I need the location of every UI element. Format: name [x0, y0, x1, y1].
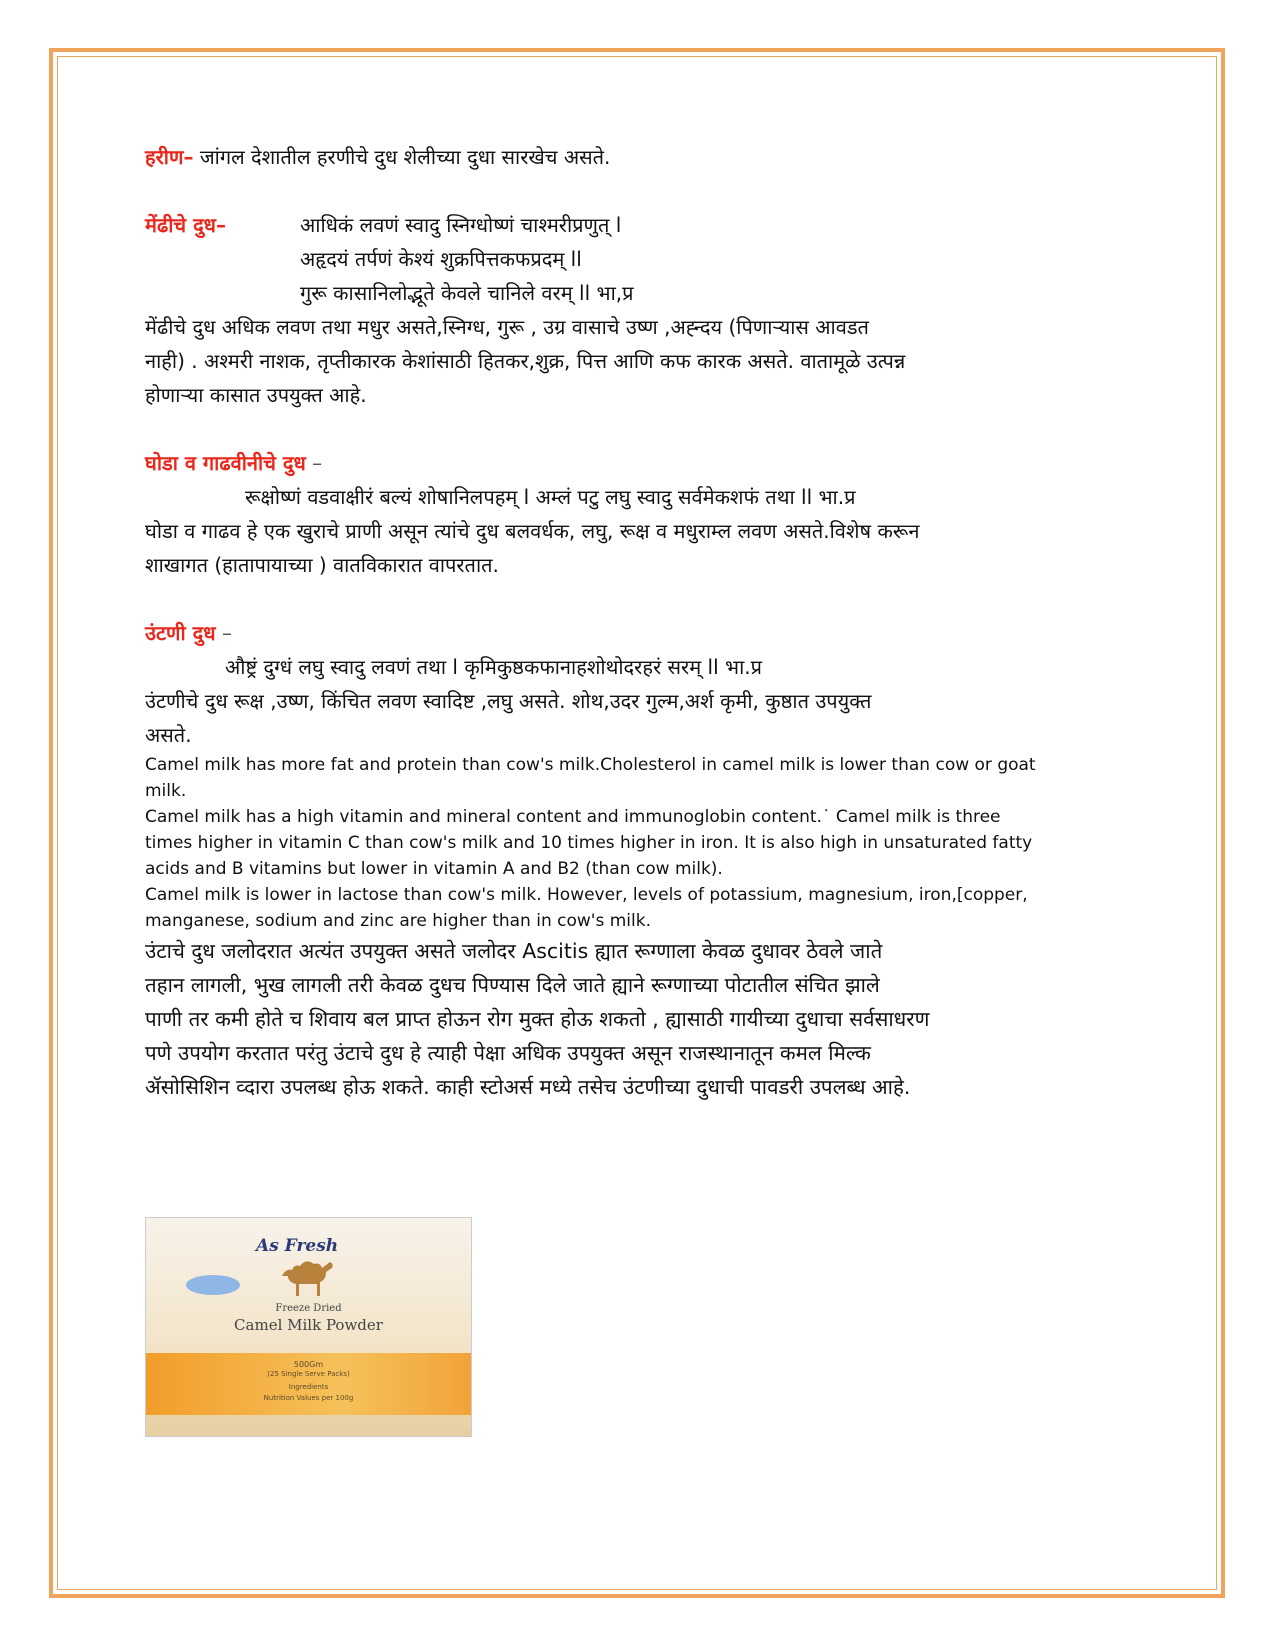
mendhi-heading: मेंढीचे दुध– [145, 213, 226, 237]
product-line1: Freeze Dried [275, 1303, 342, 1314]
closing-line-4: पणे उपयोग करतात परंतु उंटाचे दुध हे त्याही पेक्षा अधिक उपयुक्त असून राजस्थानातून कमल मिल्क [145, 1041, 871, 1065]
product-nutrition: Nutrition Values per 100g [263, 1394, 354, 1402]
untni-text-2: असते. [145, 723, 192, 747]
untni-verse: औष्ट्रं दुग्धं लघु स्वादु लवणं तथा l कृमिकुष्ठकफानाहशोथोदरहरं सरम् ll भा.प्र [225, 655, 762, 679]
harin-heading: हरीण– [145, 145, 194, 169]
camel-icon [274, 1256, 344, 1298]
mendhi-section [145, 208, 1135, 412]
mendhi-verse-2: अहृदयं तर्पणं केश्यं शुक्रपित्तकफप्रदम् ll [300, 247, 582, 271]
product-ingredients: Ingredients [288, 1383, 329, 1391]
mendhi-verse-3: गुरू कासानिलोद्भूते केवले चानिले वरम् ll भा,प्र [300, 281, 634, 305]
ghoda-dash: – [312, 451, 323, 475]
english-line-7: manganese, sodium and zinc are higher than in cow's milk. [145, 911, 651, 931]
mendhi-text-3: होणाऱ्या कासात उपयुक्त आहे. [145, 383, 367, 407]
mendhi-text-1: मेंढीचे दुध अधिक लवण तथा मधुर असते,स्निग्ध, गुरू , उग्र वासाचे उष्ण ,अह्न्दय (पिणाऱ्यास आवडत [145, 315, 869, 339]
ghoda-heading-line [145, 446, 1135, 480]
harin-text: जांगल देशातील हरणीचे दुध शेलीच्या दुधा सारखेच असते. [199, 145, 611, 169]
closing-line-2: तहान लागली, भुख लागली तरी केवळ दुधच पिण्यास दिले जाते ह्याने रूग्णाच्या पोटातील संचित झाले [145, 973, 880, 997]
english-line-1: Camel milk has more fat and protein than cow's milk.Cholesterol in camel milk is lower than cow or goat [145, 755, 1036, 775]
mendhi-text-2: नाही) . अश्मरी नाशक, तृप्तीकारक केशांसाठी हितकर,शुक्र, पित्त आणि कफ कारक असते. वातामूळे उत्पन्न [145, 349, 906, 373]
untni-heading: उंटणी दुध [145, 621, 216, 645]
untni-text-1: उंटणीचे दुध रूक्ष ,उष्ण, किंचित लवण स्वादिष्ट ,लघु असते. शोथ,उदर गुल्म,अर्श कृमी, कुष्ठात उपयुक्त [145, 689, 872, 713]
ghoda-section [145, 446, 1135, 582]
untni-heading-line [145, 616, 1135, 650]
ghoda-verse: रूक्षोष्णं वडवाक्षीरं बल्यं शोषानिलपहम् l अम्लं पटु लघु स्वादु सर्वमेकशफं तथा ll भा.प्र [245, 485, 856, 509]
untni-dash: – [221, 621, 232, 645]
closing-line-3: पाणी तर कमी होते च शिवाय बल प्राप्त होऊन रोग मुक्त होऊ शकतो , ह्यासाठी गायीच्या दुधाचा सर्वसाधरण [145, 1007, 930, 1031]
english-line-5: acids and B vitamins but lower in vitamin A and B2 (than cow milk). [145, 859, 723, 879]
ghoda-text-1: घोडा व गाढव हे एक खुराचे प्राणी असून त्यांचे दुध बलवर्धक, लघु, रूक्ष व मधुराम्ल लवण असते.विशेष करून [145, 519, 920, 543]
english-line-6: Camel milk is lower in lactose than cow's milk. However, levels of potassium, magnesium, iron,[copper, [145, 885, 1028, 905]
product-badge [186, 1275, 240, 1295]
mendhi-verse-1: आधिकं लवणं स्वादु स्निग्धोष्णं चाश्मरीप्रणुत् l [300, 213, 622, 237]
product-packs: (25 Single Serve Packs) [267, 1370, 350, 1378]
camel-milk-powder-image [145, 1217, 472, 1437]
document-page [145, 140, 1135, 1104]
english-line-3: Camel milk has a high vitamin and mineral content and immunoglobin content.˙ Camel milk is three [145, 807, 1001, 827]
product-brand: As Fresh [256, 1236, 339, 1256]
untni-section [145, 616, 1135, 1104]
product-line2: Camel Milk Powder [234, 1316, 383, 1334]
ghoda-heading: घोडा व गाढवीनीचे दुध [145, 451, 306, 475]
closing-line-5: ॲसोसिशिन व्दारा उपलब्ध होऊ शकते. काही स्टोअर्स मध्ये तसेच उंटणीच्या दुधाची पावडरी उपलब्ध आहे. [145, 1075, 911, 1099]
harin-paragraph [145, 140, 1135, 174]
product-weight: 500Gm [293, 1360, 324, 1369]
english-line-4: times higher in vitamin C than cow's milk and 10 times higher in iron. It is also high in unsaturated fatty [145, 833, 1033, 853]
ghoda-text-2: शाखागत (हातापायाच्या ) वातविकारात वापरतात. [145, 553, 499, 577]
english-line-2: milk. [145, 781, 187, 801]
closing-line-1: उंटाचे दुध जलोदरात अत्यंत उपयुक्त असते जलोदर Ascitis ह्यात रूग्णाला केवळ दुधावर ठेवले जाते [145, 939, 883, 963]
